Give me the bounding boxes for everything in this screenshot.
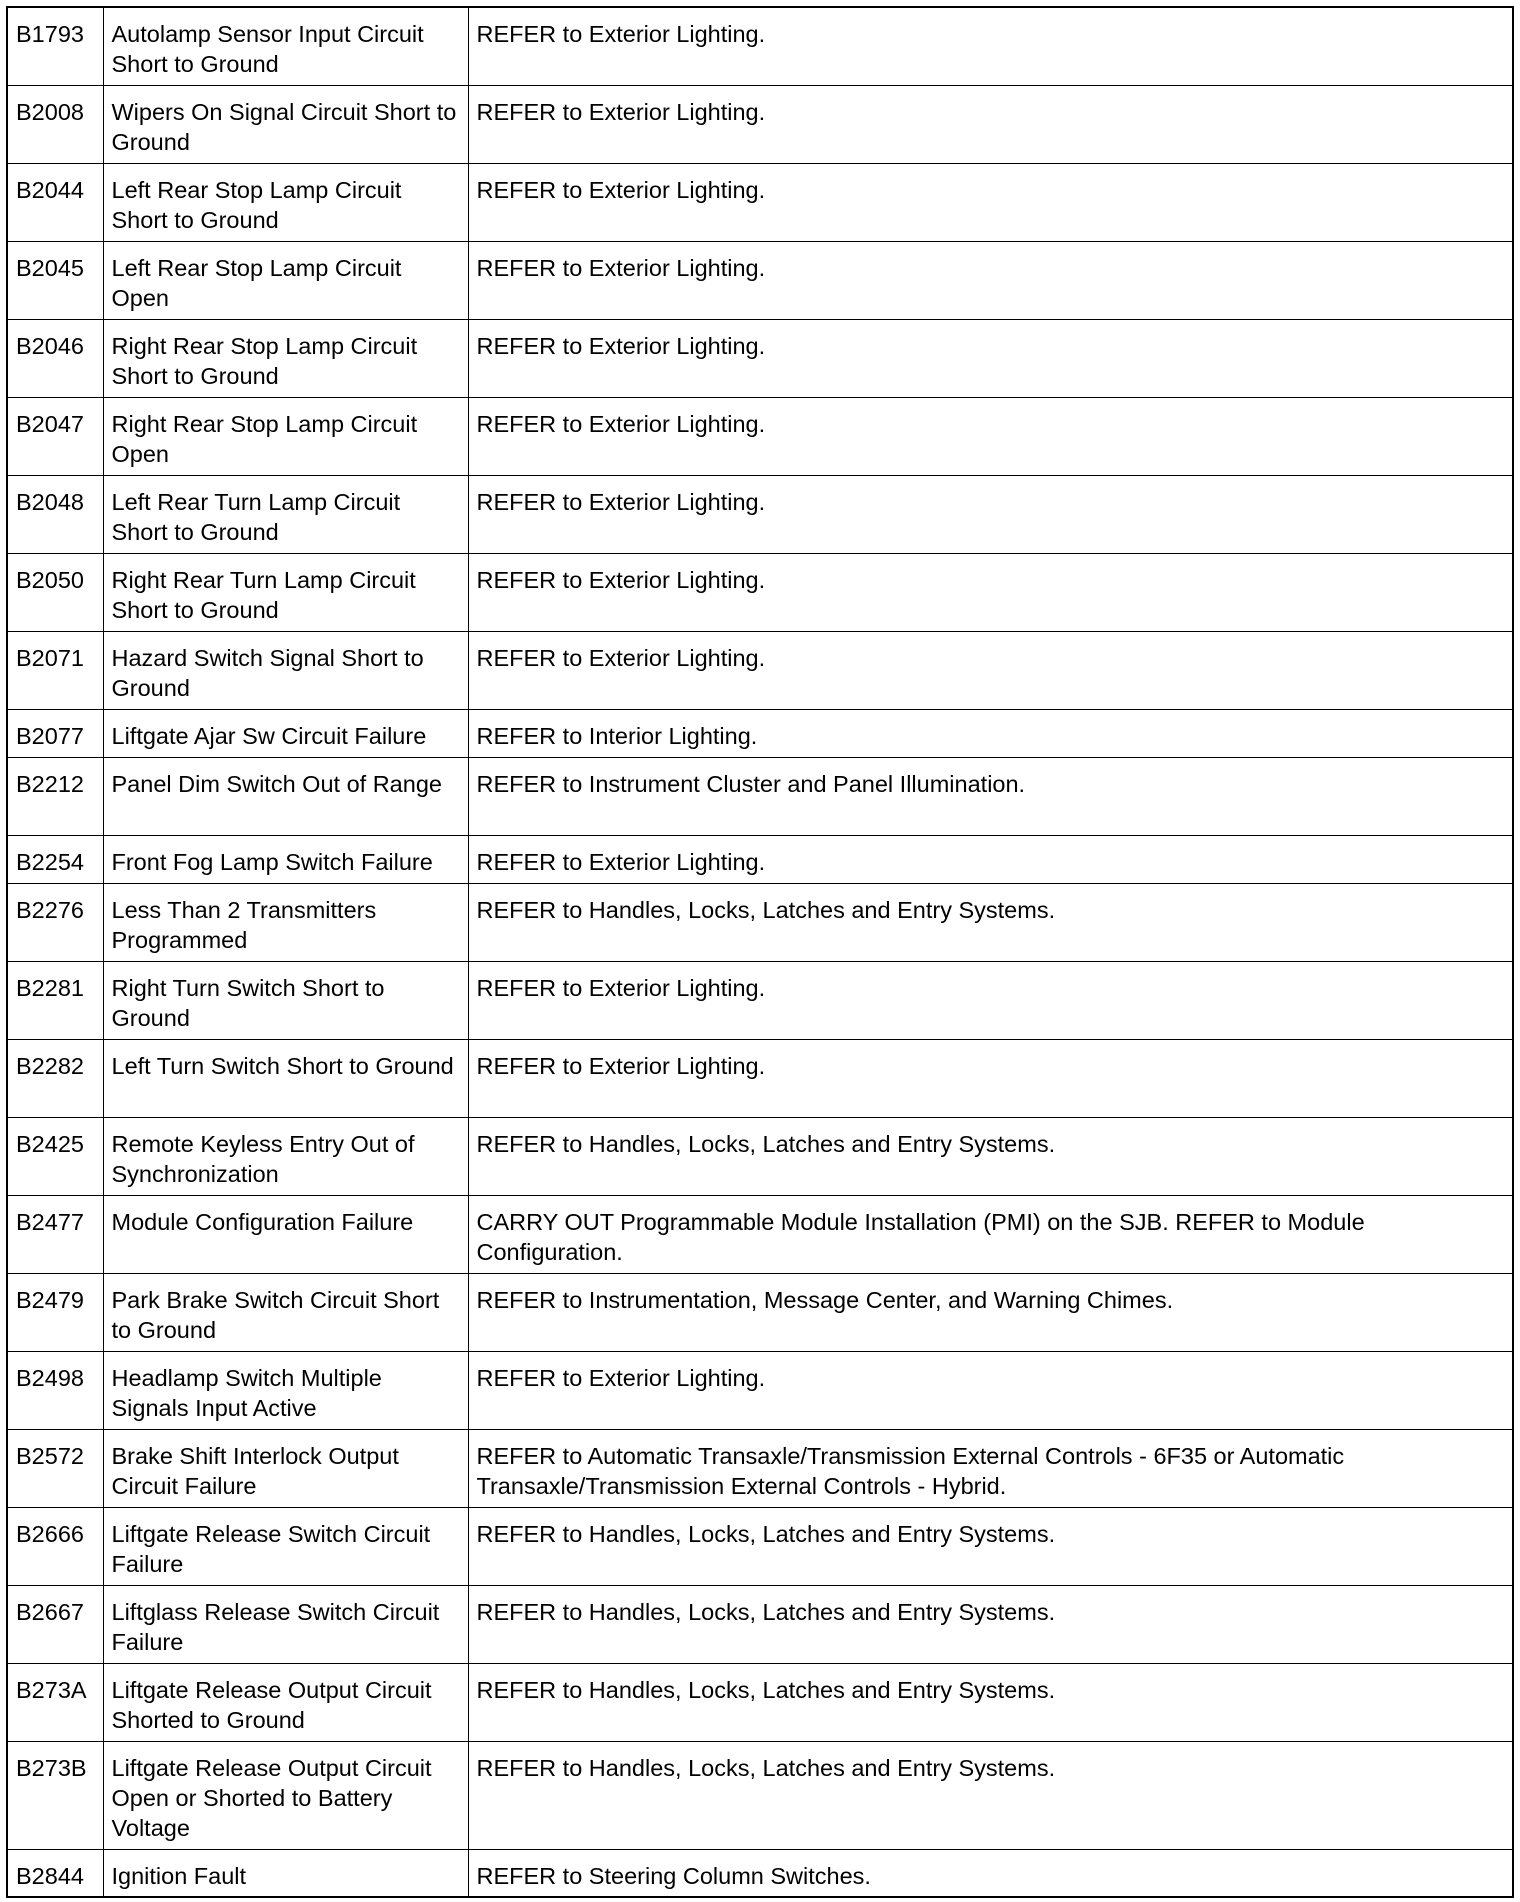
table-row [7,7,1513,85]
dtc-action: REFER to Interior Lighting. [468,709,1513,757]
dtc-description: Right Turn Switch Short to Ground [103,961,468,1039]
table-row [7,1429,1513,1507]
dtc-code: B2281 [7,961,103,1039]
dtc-action: REFER to Handles, Locks, Latches and Entry Systems. [468,883,1513,961]
dtc-action: REFER to Handles, Locks, Latches and Entry Systems. [468,1741,1513,1849]
dtc-action: REFER to Exterior Lighting. [468,835,1513,883]
table-row [7,1585,1513,1663]
dtc-code: B2077 [7,709,103,757]
dtc-description: Panel Dim Switch Out of Range [103,757,468,835]
dtc-code: B2047 [7,397,103,475]
dtc-code: B2254 [7,835,103,883]
table-row [7,1507,1513,1585]
dtc-description: Left Rear Turn Lamp Circuit Short to Ground [103,475,468,553]
dtc-action: REFER to Exterior Lighting. [468,631,1513,709]
dtc-action: REFER to Exterior Lighting. [468,475,1513,553]
dtc-code: B2046 [7,319,103,397]
dtc-description: Ignition Fault [103,1849,468,1897]
dtc-description: Right Rear Turn Lamp Circuit Short to Ground [103,553,468,631]
dtc-action: REFER to Exterior Lighting. [468,319,1513,397]
dtc-code: B2048 [7,475,103,553]
table-row [7,631,1513,709]
dtc-description: Less Than 2 Transmitters Programmed [103,883,468,961]
dtc-code: B1793 [7,7,103,85]
dtc-action: REFER to Exterior Lighting. [468,7,1513,85]
dtc-action: REFER to Exterior Lighting. [468,163,1513,241]
dtc-code: B2844 [7,1849,103,1897]
table-row [7,553,1513,631]
table-row [7,883,1513,961]
dtc-code: B2479 [7,1273,103,1351]
table-row [7,85,1513,163]
dtc-code: B2425 [7,1117,103,1195]
dtc-action: REFER to Handles, Locks, Latches and Entry Systems. [468,1117,1513,1195]
dtc-action: REFER to Automatic Transaxle/Transmission External Controls - 6F35 or Automatic Transaxle/Transmission External Controls - Hybrid. [468,1429,1513,1507]
table-row [7,1351,1513,1429]
dtc-code: B2477 [7,1195,103,1273]
dtc-code: B2498 [7,1351,103,1429]
dtc-table [6,6,1514,1898]
table-row [7,319,1513,397]
dtc-action: REFER to Handles, Locks, Latches and Entry Systems. [468,1507,1513,1585]
dtc-action: REFER to Instrumentation, Message Center, and Warning Chimes. [468,1273,1513,1351]
dtc-description: Left Rear Stop Lamp Circuit Open [103,241,468,319]
dtc-code: B2008 [7,85,103,163]
dtc-description: Right Rear Stop Lamp Circuit Open [103,397,468,475]
dtc-action: REFER to Steering Column Switches. [468,1849,1513,1897]
dtc-description: Wipers On Signal Circuit Short to Ground [103,85,468,163]
table-row [7,1195,1513,1273]
dtc-code: B2667 [7,1585,103,1663]
dtc-code: B2044 [7,163,103,241]
table-row [7,241,1513,319]
dtc-code: B2045 [7,241,103,319]
dtc-action: REFER to Exterior Lighting. [468,241,1513,319]
dtc-description: Left Rear Stop Lamp Circuit Short to Ground [103,163,468,241]
table-row [7,1849,1513,1897]
dtc-description: Liftglass Release Switch Circuit Failure [103,1585,468,1663]
dtc-description: Headlamp Switch Multiple Signals Input Active [103,1351,468,1429]
dtc-code: B273A [7,1663,103,1741]
table-row [7,163,1513,241]
dtc-action: CARRY OUT Programmable Module Installation (PMI) on the SJB. REFER to Module Configuration. [468,1195,1513,1273]
dtc-description: Module Configuration Failure [103,1195,468,1273]
dtc-action: REFER to Exterior Lighting. [468,1351,1513,1429]
dtc-action: REFER to Exterior Lighting. [468,85,1513,163]
dtc-description: Autolamp Sensor Input Circuit Short to Ground [103,7,468,85]
dtc-description: Front Fog Lamp Switch Failure [103,835,468,883]
dtc-description: Brake Shift Interlock Output Circuit Failure [103,1429,468,1507]
table-row [7,1039,1513,1117]
dtc-action: REFER to Exterior Lighting. [468,1039,1513,1117]
table-row [7,397,1513,475]
table-row [7,1273,1513,1351]
table-row [7,1741,1513,1849]
dtc-description: Liftgate Release Output Circuit Shorted to Ground [103,1663,468,1741]
dtc-code: B2572 [7,1429,103,1507]
table-row [7,757,1513,835]
dtc-code: B2071 [7,631,103,709]
dtc-description: Liftgate Ajar Sw Circuit Failure [103,709,468,757]
dtc-code: B2282 [7,1039,103,1117]
dtc-description: Liftgate Release Switch Circuit Failure [103,1507,468,1585]
dtc-action: REFER to Handles, Locks, Latches and Entry Systems. [468,1585,1513,1663]
dtc-description: Remote Keyless Entry Out of Synchronization [103,1117,468,1195]
dtc-code: B2666 [7,1507,103,1585]
dtc-code: B2276 [7,883,103,961]
dtc-description: Left Turn Switch Short to Ground [103,1039,468,1117]
dtc-action: REFER to Instrument Cluster and Panel Illumination. [468,757,1513,835]
dtc-action: REFER to Exterior Lighting. [468,397,1513,475]
table-row [7,1117,1513,1195]
dtc-code: B273B [7,1741,103,1849]
table-row [7,961,1513,1039]
dtc-action: REFER to Exterior Lighting. [468,961,1513,1039]
table-row [7,1663,1513,1741]
table-row [7,709,1513,757]
dtc-action: REFER to Handles, Locks, Latches and Entry Systems. [468,1663,1513,1741]
dtc-code: B2212 [7,757,103,835]
dtc-action: REFER to Exterior Lighting. [468,553,1513,631]
dtc-description: Hazard Switch Signal Short to Ground [103,631,468,709]
dtc-description: Liftgate Release Output Circuit Open or Shorted to Battery Voltage [103,1741,468,1849]
dtc-description: Right Rear Stop Lamp Circuit Short to Ground [103,319,468,397]
dtc-code: B2050 [7,553,103,631]
dtc-description: Park Brake Switch Circuit Short to Ground [103,1273,468,1351]
table-row [7,475,1513,553]
table-row [7,835,1513,883]
